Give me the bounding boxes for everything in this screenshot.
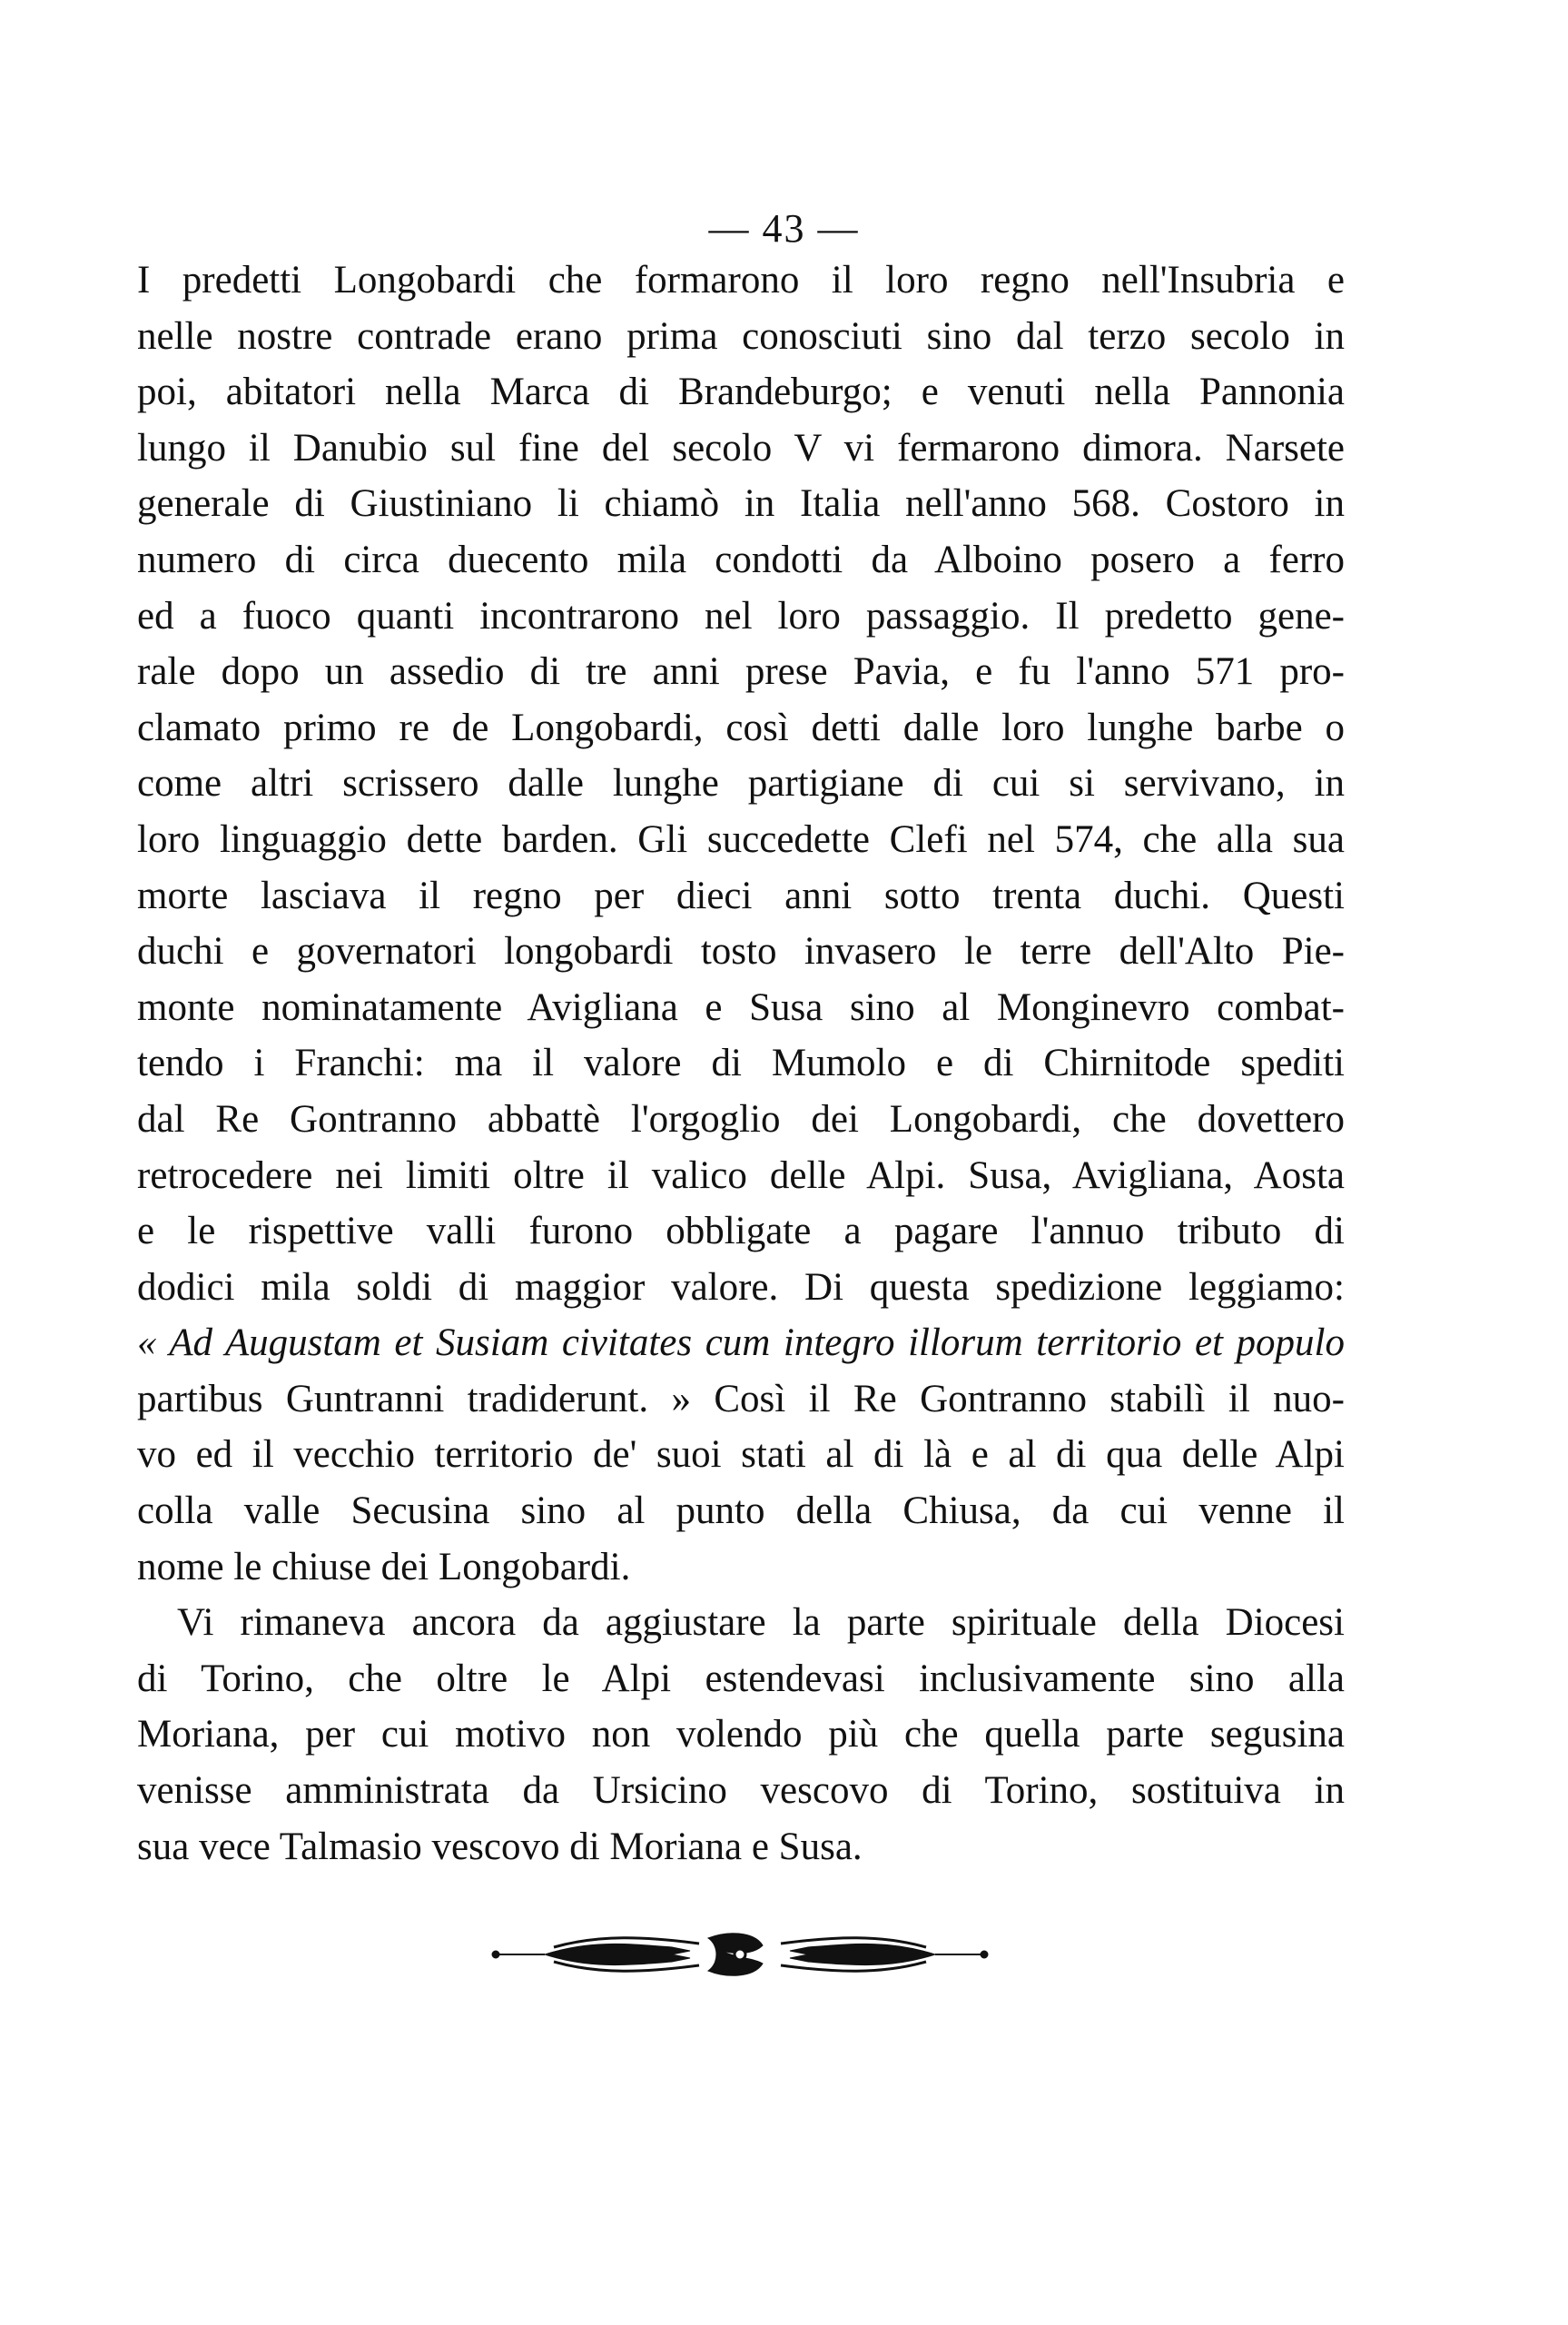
text-line: loro linguaggio dette barden. Gli succedette Clefi nel 574, che alla sua bbox=[137, 817, 1345, 861]
text-line: come altri scrissero dalle lunghe partigiane di cui si servivano, in bbox=[137, 762, 1345, 806]
page-number: — 43 — bbox=[708, 206, 860, 251]
text-line: venisse amministrata da Ursicino vescovo di Torino, sostituiva in bbox=[137, 1769, 1345, 1813]
body-text bbox=[137, 252, 1345, 1875]
text-line: e le rispettive valli furono obbligate a pagare l'annuo tributo di bbox=[137, 1210, 1345, 1253]
text-line: ed a fuoco quanti incontrarono nel loro passaggio. Il predetto gene- bbox=[137, 594, 1345, 638]
text-line: sua vece Talmasio vescovo di Moriana e Susa. bbox=[137, 1825, 863, 1868]
text-line: vo ed il vecchio territorio de' suoi stati al di là e al di qua delle Alpi bbox=[137, 1433, 1345, 1477]
text-line: nome le chiuse dei Longobardi. bbox=[137, 1545, 631, 1588]
text-line: retrocedere nei limiti oltre il valico delle Alpi. Susa, Avigliana, Aosta bbox=[137, 1153, 1345, 1197]
text-line: lungo il Danubio sul fine del secolo V vi fermarono dimora. Narsete bbox=[137, 426, 1345, 470]
text-line: nelle nostre contrade erano prima conosciuti sino dal terzo secolo in bbox=[137, 314, 1345, 358]
text-line: clamato primo re de Longobardi, così detti dalle loro lunghe barbe o bbox=[137, 706, 1345, 749]
text-line: monte nominatamente Avigliana e Susa sino al Monginevro combat- bbox=[137, 985, 1345, 1029]
text-line: colla valle Secusina sino al punto della Chiusa, da cui venne il bbox=[137, 1489, 1345, 1533]
text-line: Moriana, per cui motivo non volendo più che quella parte segusina bbox=[137, 1713, 1345, 1756]
text-line: poi, abitatori nella Marca di Brandeburgo; e venuti nella Pannonia bbox=[137, 371, 1345, 414]
text-line: duchi e governatori longobardi tosto invasero le terre dell'Alto Pie- bbox=[137, 930, 1345, 974]
text-line: dal Re Gontranno abbattè l'orgoglio dei Longobardi, che dovettero bbox=[137, 1097, 1345, 1141]
latin-quote-line: « Ad Augustam et Susiam civitates cum integro illorum territorio et populo bbox=[137, 1321, 1345, 1365]
text-line: morte lasciava il regno per dieci anni sotto trenta duchi. Questi bbox=[137, 874, 1345, 917]
decorative-tailpiece-ornament-icon bbox=[490, 1927, 990, 1982]
text-line: tendo i Franchi: ma il valore di Mumolo e di Chirnitode spediti bbox=[137, 1042, 1345, 1085]
text-line: rale dopo un assedio di tre anni prese Pavia, e fu l'anno 571 pro- bbox=[137, 650, 1345, 694]
text-line: numero di circa duecento mila condotti da Alboino posero a ferro bbox=[137, 538, 1345, 581]
text-line: di Torino, che oltre le Alpi estendevasi inclusivamente sino alla bbox=[137, 1657, 1345, 1700]
text-line: dodici mila soldi di maggior valore. Di questa spedizione leggiamo: bbox=[137, 1265, 1345, 1309]
text-line: generale di Giustiniano li chiamò in Italia nell'anno 568. Costoro in bbox=[137, 482, 1345, 526]
text-line: I predetti Longobardi che formarono il loro regno nell'Insubria e bbox=[137, 259, 1345, 302]
text-line: partibus Guntranni tradiderunt. » Così il Re Gontranno stabilì il nuo- bbox=[137, 1377, 1345, 1420]
text-line: Vi rimaneva ancora da aggiustare la parte spirituale della Diocesi bbox=[177, 1601, 1345, 1645]
